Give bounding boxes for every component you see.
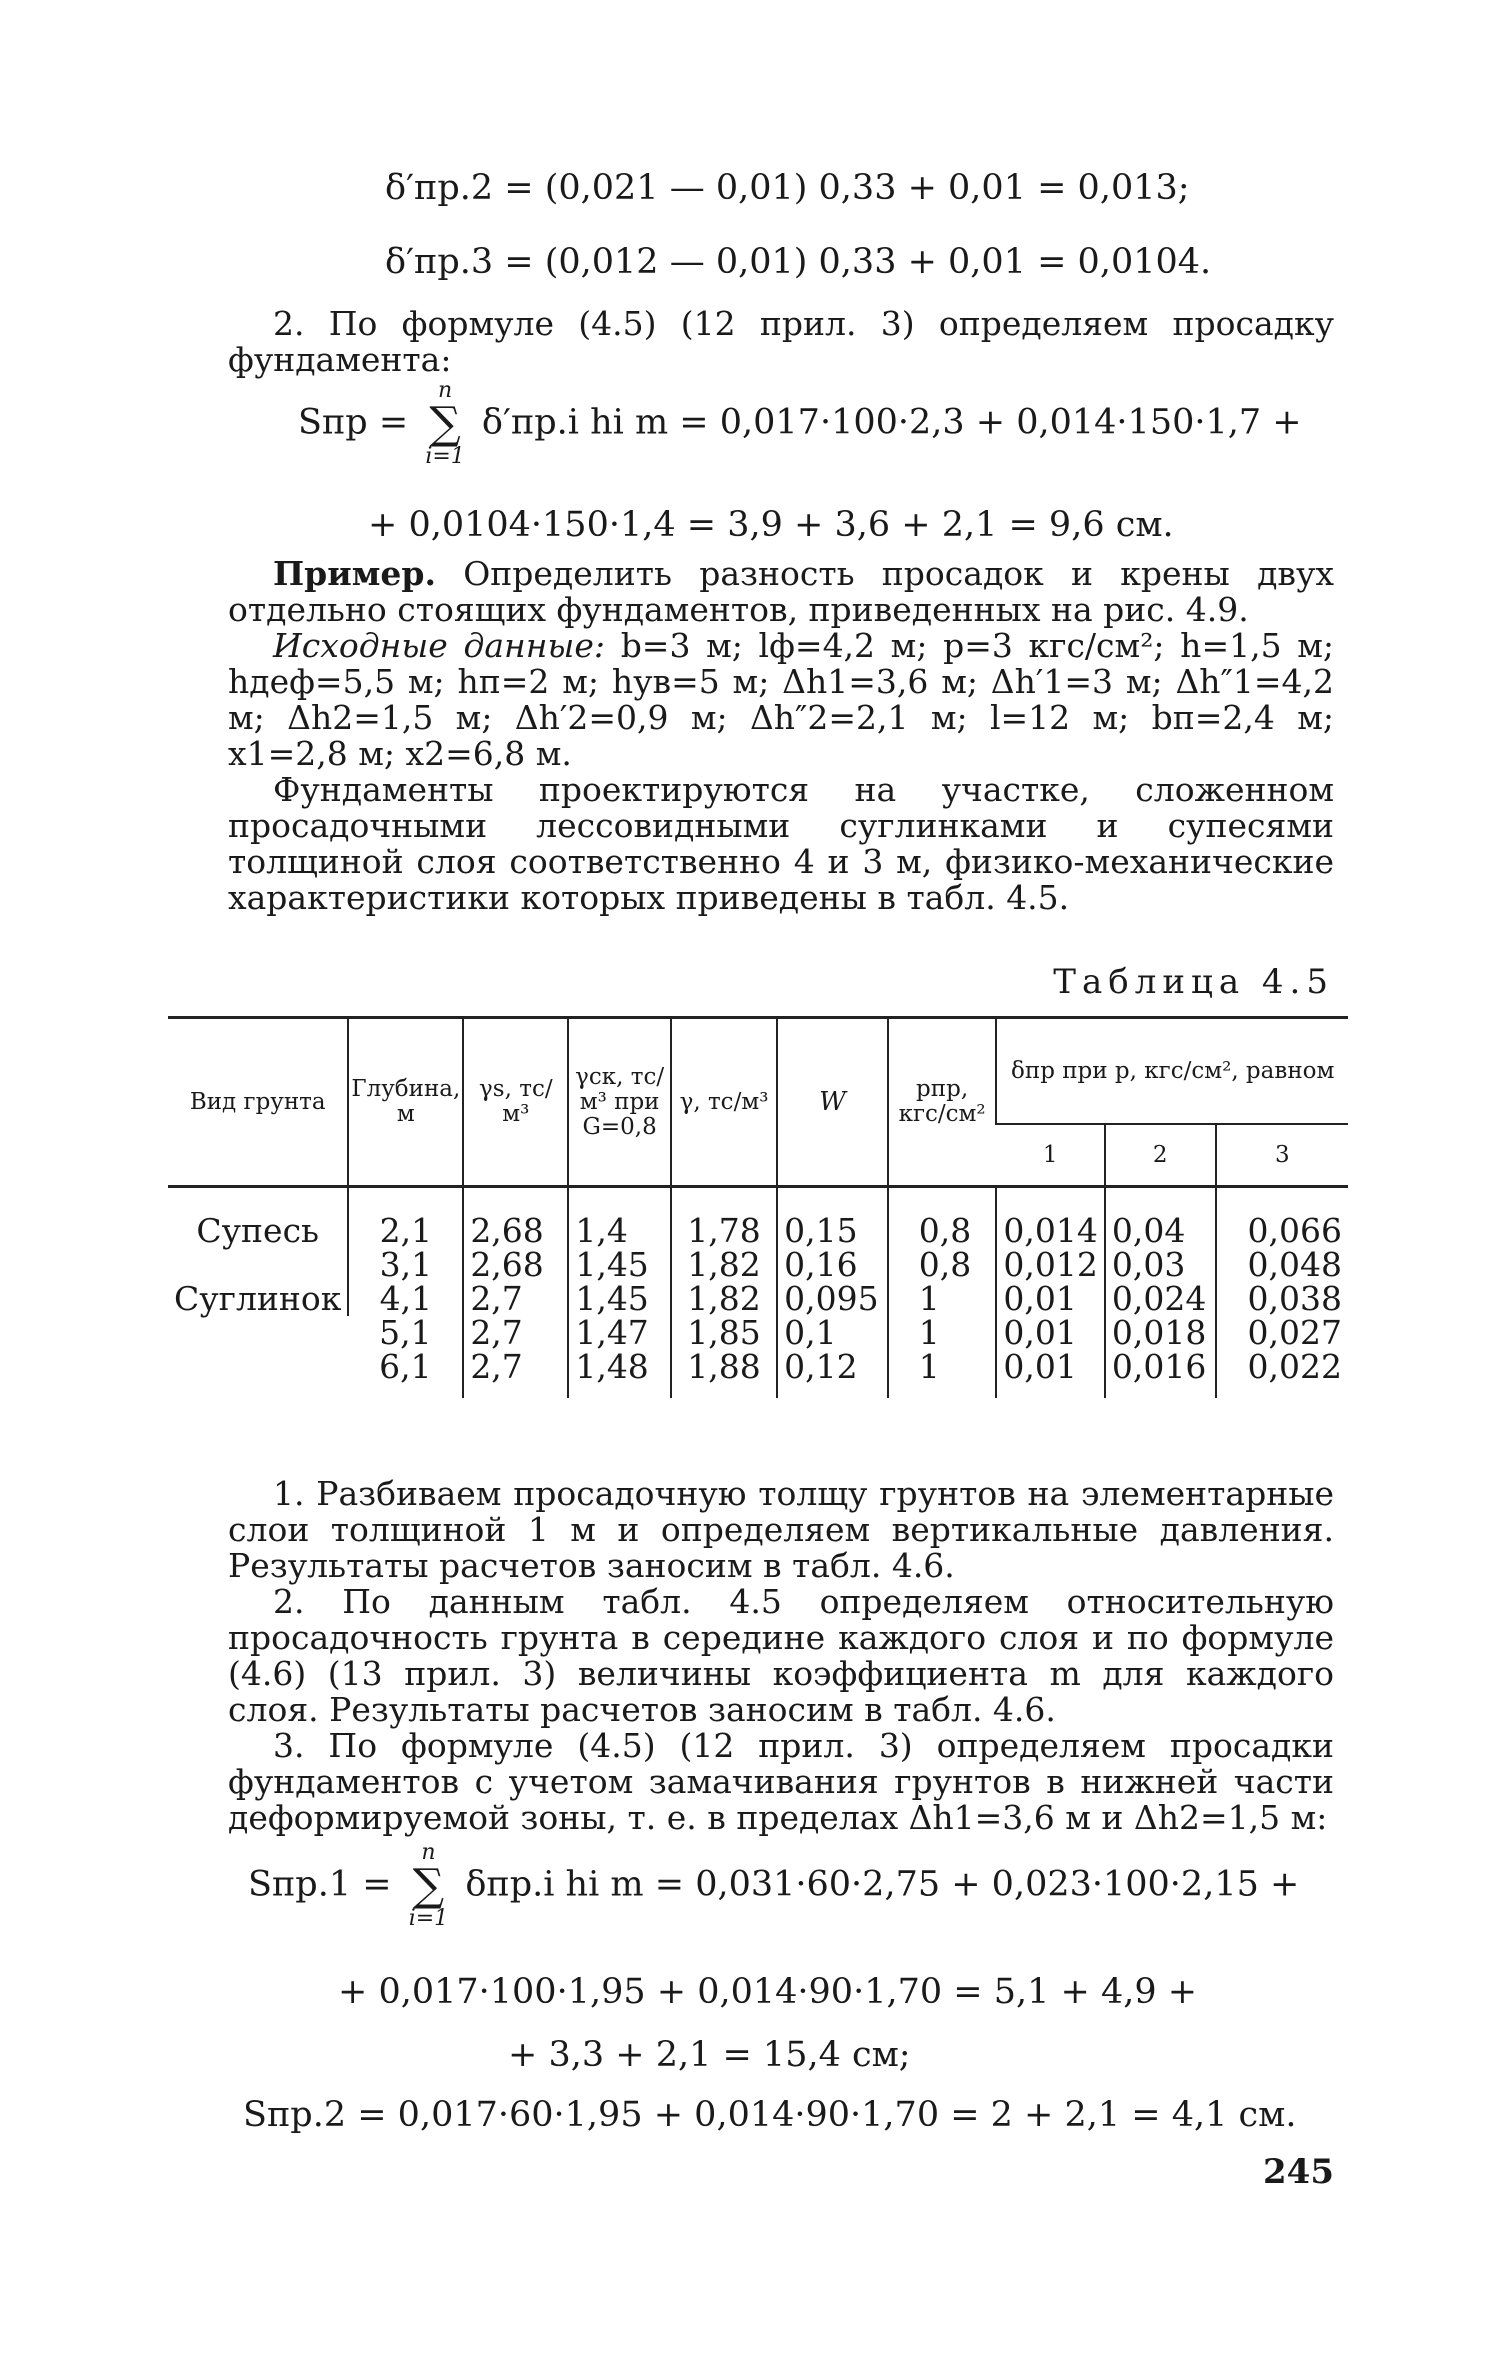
sum2-line4: Sпр.2 = 0,017·60·1,95 + 0,014·90·1,70 = 2 + 2,1 = 4,1 см. (243, 2095, 1297, 2135)
sum2-line3: + 3,3 + 2,1 = 15,4 см; (508, 2035, 911, 2075)
cell: 0,01 (996, 1350, 1104, 1398)
th-w: W (777, 1018, 888, 1187)
sum2-sigma-top: n (421, 1840, 436, 1865)
cell: 0,066 (1216, 1187, 1348, 1249)
cell: 0,014 (996, 1187, 1104, 1249)
cell: 0,01 (996, 1282, 1104, 1316)
table-row (168, 1187, 1348, 1249)
sum1-line2: + 0,0104·150·1,4 = 3,9 + 3,6 + 2,1 = 9,6 см. (368, 505, 1174, 545)
table-row (168, 1282, 1348, 1316)
th-p3: 3 (1216, 1124, 1348, 1187)
th-gamma-s: γs, тс/м³ (463, 1018, 568, 1187)
cell: 0,016 (1105, 1350, 1216, 1398)
step-2: 2. По данным табл. 4.5 определяем относительную просадочность грунта в середине каждого слоя и по формуле (4.6) (13 прил. 3) величины коэффициента m для каждого слоя. Результаты расчетов заносим в табл. 4.6. (228, 1582, 1334, 1729)
th-gamma: γ, тс/м³ (671, 1018, 777, 1187)
given-label: Исходные данные: (273, 626, 606, 665)
cell: 2,7 (463, 1282, 568, 1316)
th-soil: Вид грунта (168, 1018, 348, 1187)
cell: 1,85 (671, 1316, 777, 1350)
sum1-rhs: δ′пр.i hi m = 0,017·100·2,3 + 0,014·150·1,7 + (481, 402, 1302, 443)
cell: 0,048 (1216, 1248, 1348, 1282)
cell: 2,7 (463, 1350, 568, 1398)
sum-sign: ∑ (429, 398, 461, 449)
sum2-rhs: δпр.i hi m = 0,031·60·2,75 + 0,023·100·2,15 + (465, 1864, 1300, 1905)
sum-formula-2 (248, 1842, 1354, 1930)
cell: 1,82 (671, 1282, 777, 1316)
sum-sign: ∑ (412, 1860, 445, 1911)
cell: 0,038 (1216, 1282, 1348, 1316)
cell: 0,01 (996, 1316, 1104, 1350)
cell: 0,012 (996, 1248, 1104, 1282)
soil-name-sand: Супесь (168, 1187, 348, 1249)
example-paragraph (228, 556, 1334, 916)
sum2-sigma (409, 1842, 448, 1930)
formula-delta-2: δ′пр.2 = (0,021 — 0,01) 0,33 + 0,01 = 0,013; (385, 168, 1190, 208)
foundations-text: Фундаменты проектируются на участке, сложенном просадочными лессовидными суглинками и супесями толщиной слоя соответственно 4 и 3 м, физико-механические характеристики которых приведены в табл. 4.5. (228, 770, 1334, 917)
cell: 0,16 (777, 1248, 888, 1282)
sum-formula-1 (298, 380, 1404, 468)
cell: 1,4 (568, 1187, 671, 1249)
cell: 1 (888, 1316, 997, 1350)
cell: 0,022 (1216, 1350, 1348, 1398)
sum1-sigma (425, 380, 464, 468)
th-depth: Глубина, м (348, 1018, 463, 1187)
cell: 0,8 (888, 1187, 997, 1249)
cell: 0,027 (1216, 1316, 1348, 1350)
steps-paragraph (228, 1476, 1334, 1836)
cell: 5,1 (379, 1313, 432, 1352)
table-caption: Таблица 4.5 (1053, 962, 1334, 1002)
soil-table (168, 1016, 1348, 1398)
cell: 3,1 (348, 1248, 463, 1282)
th-p2: 2 (1105, 1124, 1216, 1187)
sum2-line2: + 0,017·100·1,95 + 0,014·90·1,70 = 5,1 + 4,9 + (338, 1972, 1198, 2012)
cell: 1,82 (671, 1248, 777, 1282)
sum1-sigma-bot: i=1 (425, 444, 465, 469)
cell: 2,1 (348, 1187, 463, 1249)
cell: 1,45 (568, 1248, 671, 1282)
cell: 2,7 (463, 1316, 568, 1350)
cell: 2,68 (463, 1187, 568, 1249)
th-delta-group: δпр при p, кгс/см², равном (996, 1018, 1348, 1125)
th-p-pr: pпр, кгс/см² (888, 1018, 997, 1187)
th-p1: 1 (996, 1124, 1104, 1187)
cell: 2,68 (463, 1248, 568, 1282)
cell: 0,03 (1105, 1248, 1216, 1282)
cell: 1,47 (568, 1316, 671, 1350)
cell: 0,12 (777, 1350, 888, 1398)
cell: 4,1 (348, 1282, 463, 1316)
table-row (168, 1248, 1348, 1282)
sum2-lhs: Sпр.1 = (248, 1864, 392, 1905)
cell: 1,48 (568, 1350, 671, 1398)
cell (168, 1248, 348, 1282)
cell: 0,15 (777, 1187, 888, 1249)
th-gamma-sk: γск, тс/м³ при G=0,8 (568, 1018, 671, 1187)
given-text: b=3 м; lф=4,2 м; p=3 кгс/см²; h=1,5 м; hдеф=5,5 м; hп=2 м; hув=5 м; Δh1=3,6 м; Δh′1=3 м; Δh″1=4,2 м; Δh2=1,5 м; Δh′2=0,9 м; Δh″2=2,1 м; l=12 м; bп=2,4 м; x1=2,8 м; x2=6,8 м. (228, 626, 1334, 773)
soil-name-loam: Суглинок (174, 1279, 342, 1318)
step2-intro-text: 2. По формуле (4.5) (12 прил. 3) определяем просадку фундамента: (228, 304, 1334, 379)
example-text: Определить разность просадок и крены двух отдельно стоящих фундаментов, приведенных на рис. 4.9. (228, 554, 1334, 629)
cell: 0,04 (1105, 1187, 1216, 1249)
cell: 6,1 (379, 1347, 432, 1386)
cell: 1,45 (568, 1282, 671, 1316)
cell: 1,88 (671, 1350, 777, 1398)
cell: 0,8 (888, 1248, 997, 1282)
sum2-sigma-bot: i=1 (408, 1906, 449, 1931)
step2-intro (228, 306, 1334, 378)
formula-delta-3: δ′пр.3 = (0,012 — 0,01) 0,33 + 0,01 = 0,0104. (385, 242, 1212, 282)
cell: 1,78 (671, 1187, 777, 1249)
step-3: 3. По формуле (4.5) (12 прил. 3) определяем просадки фундаментов с учетом замачивания грунтов в нижней части деформируемой зоны, т. е. в пределах Δh1=3,6 м и Δh2=1,5 м: (228, 1726, 1334, 1837)
cell: 1 (888, 1350, 997, 1398)
sum1-lhs: Sпр = (298, 402, 409, 443)
cell: 1 (888, 1282, 997, 1316)
cell: 0,1 (777, 1316, 888, 1350)
cell: 0,018 (1105, 1316, 1216, 1350)
page-number: 245 (1263, 2152, 1334, 2192)
step-1: 1. Разбиваем просадочную толщу грунтов на элементарные слои толщиной 1 м и определяем вертикальные давления. Результаты расчетов заносим в табл. 4.6. (228, 1474, 1334, 1585)
sum1-sigma-top: n (437, 378, 453, 403)
example-label: Пример. (273, 554, 436, 593)
cell: 0,024 (1105, 1282, 1216, 1316)
cell: 0,095 (777, 1282, 888, 1316)
